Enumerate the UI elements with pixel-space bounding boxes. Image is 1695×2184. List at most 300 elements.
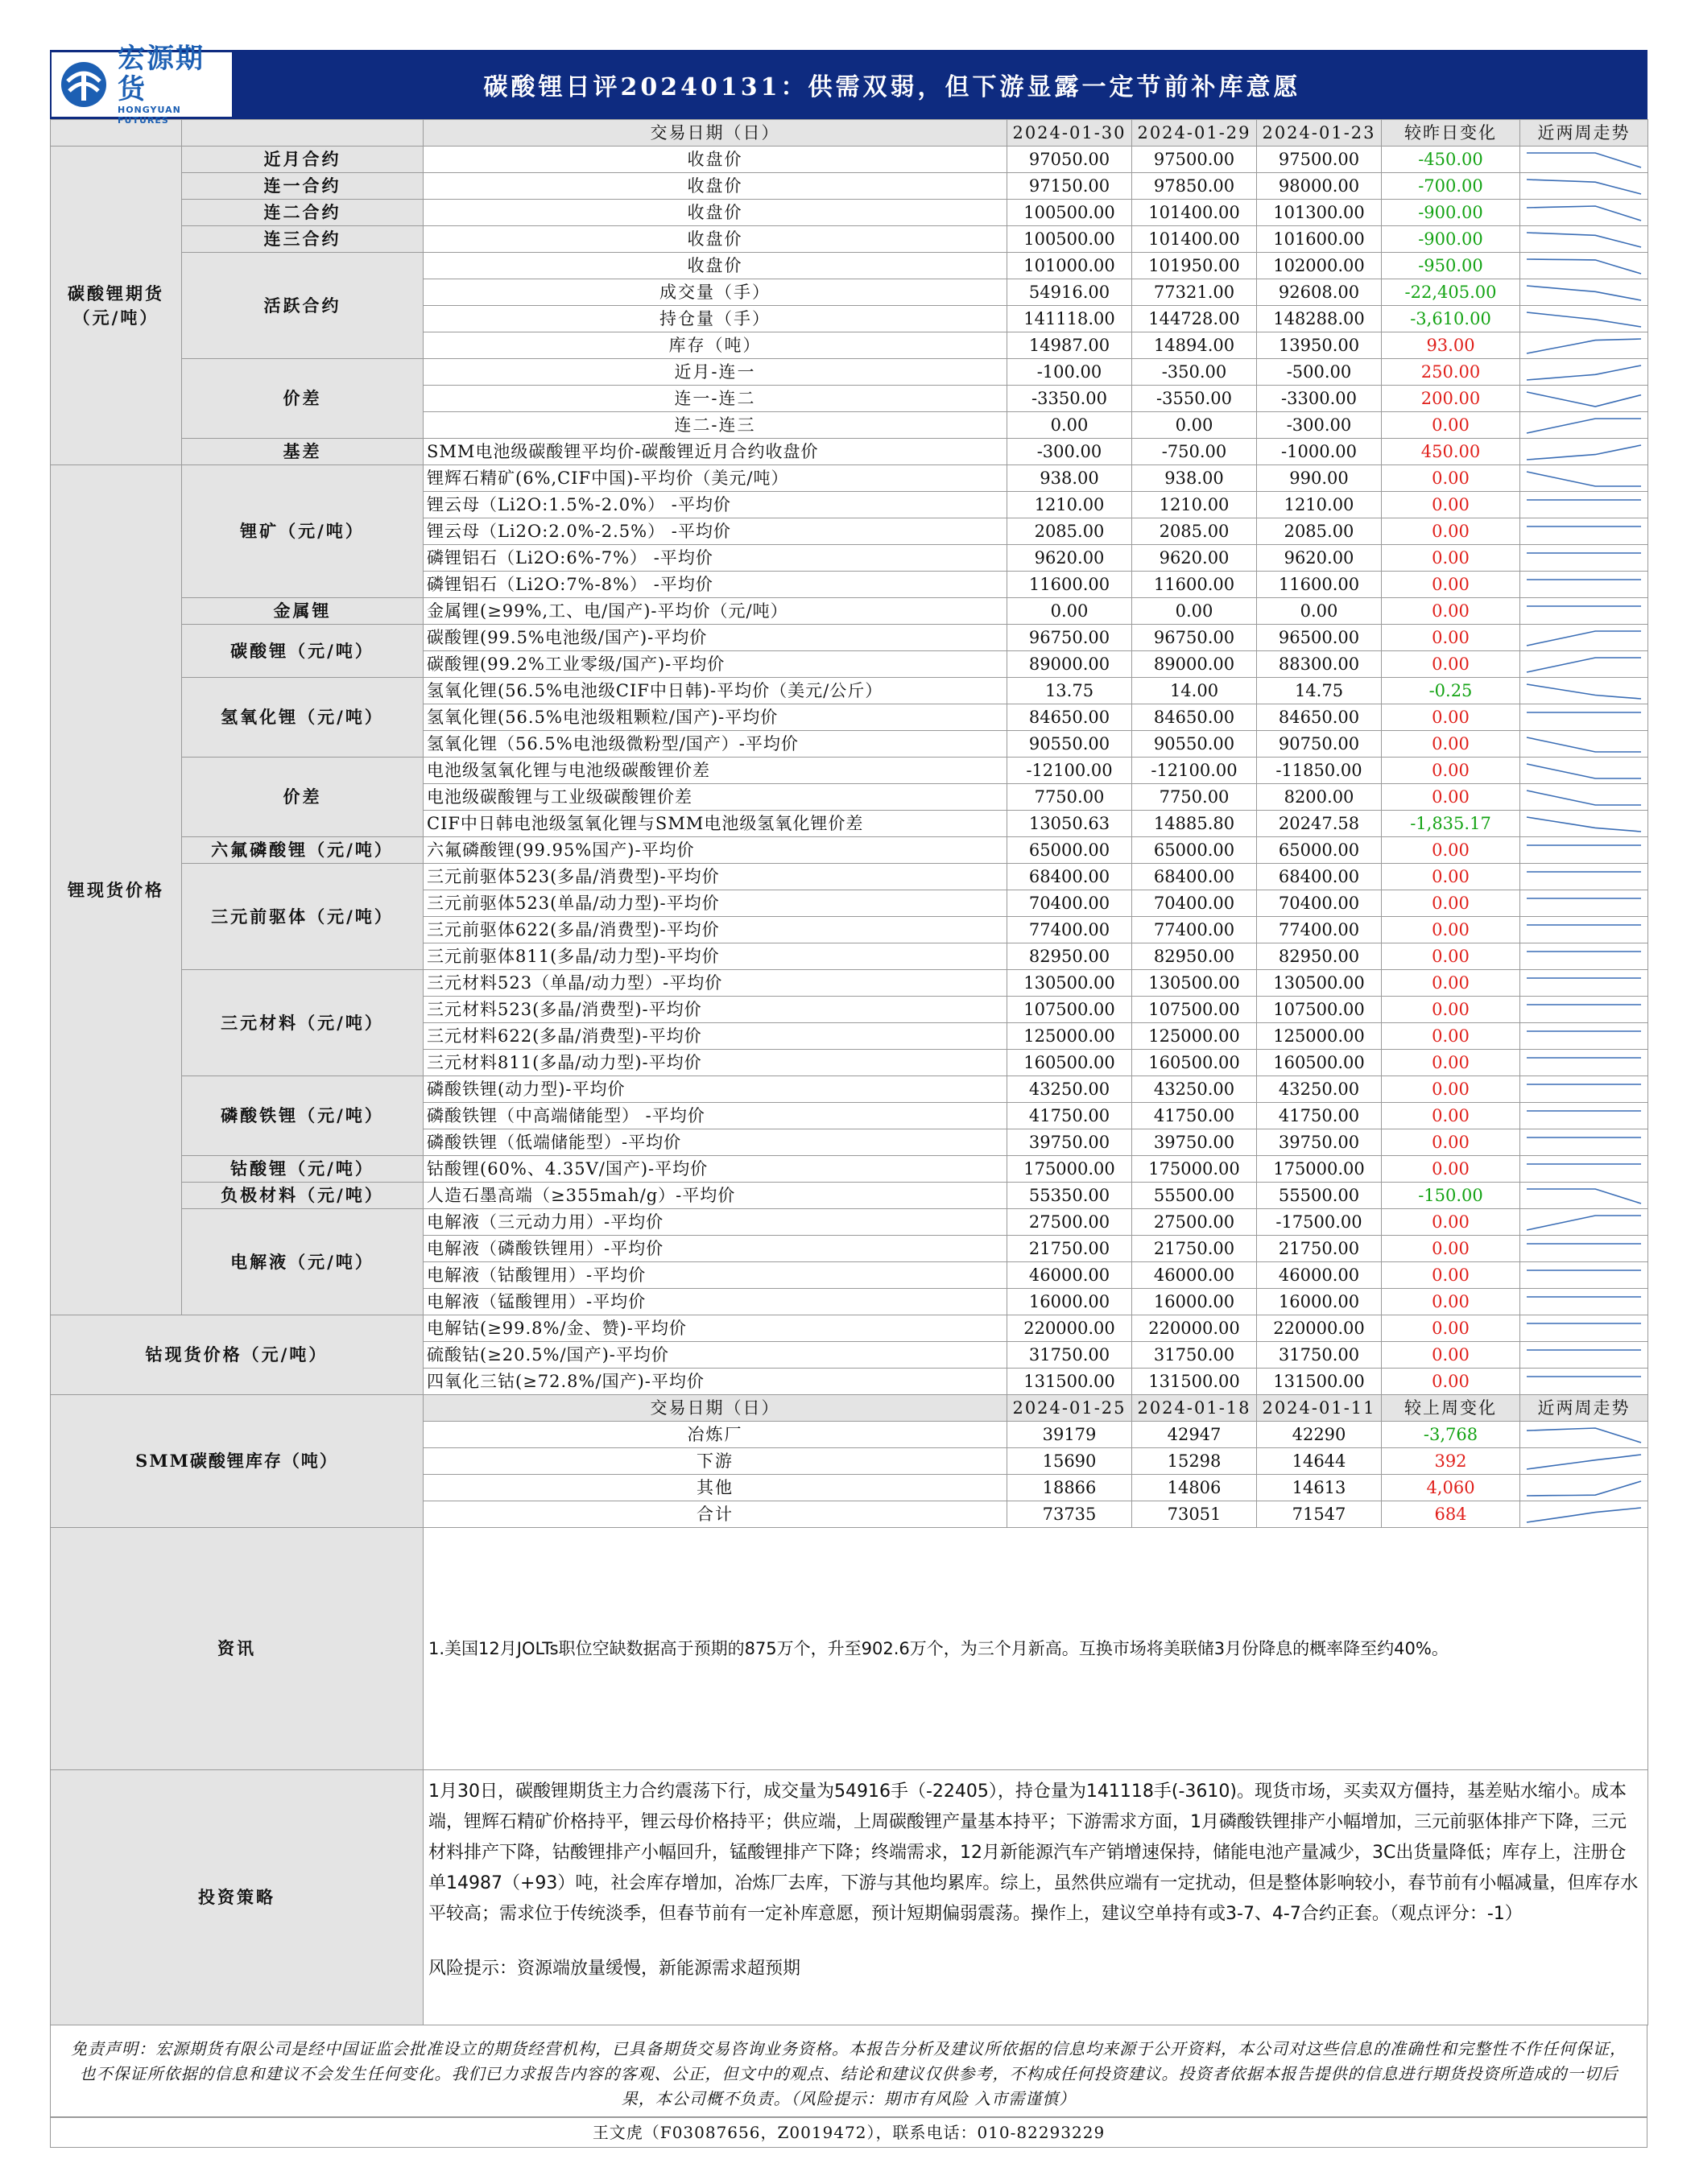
- item-name: 冶炼厂: [424, 1422, 1007, 1448]
- item-name: CIF中日韩电池级氢氧化锂与SMM电池级氢氧化锂价差: [424, 811, 1007, 837]
- value-d1: 15690: [1007, 1448, 1132, 1475]
- change-value: -1,835.17: [1382, 811, 1520, 837]
- sparkline-path: [1527, 392, 1641, 407]
- value-d2: 1210.00: [1132, 492, 1257, 518]
- sparkline-path: [1527, 233, 1641, 247]
- trend-sparkline: [1520, 1076, 1648, 1103]
- value-d2: 77400.00: [1132, 917, 1257, 943]
- value-d1: 13.75: [1007, 678, 1132, 704]
- value-d2: 130500.00: [1132, 970, 1257, 997]
- value-d1: 125000.00: [1007, 1023, 1132, 1050]
- value-d2: 101400.00: [1132, 200, 1257, 226]
- item-name: 电解液（钴酸锂用）-平均价: [424, 1262, 1007, 1289]
- subcategory-hydroxide: 氢氧化锂（元/吨）: [182, 678, 424, 758]
- sparkline-chart: [1523, 865, 1644, 888]
- sparkline-path: [1527, 1428, 1641, 1443]
- report-title: 碳酸锂日评20240131：供需双弱，但下游显露一定节前补库意愿: [483, 73, 1301, 101]
- date-header-1: 2024-01-25: [1007, 1395, 1132, 1422]
- trend-sparkline: [1520, 1289, 1648, 1315]
- value-d2: 97500.00: [1132, 147, 1257, 173]
- change-value: 93.00: [1382, 332, 1520, 359]
- value-d1: 96750.00: [1007, 625, 1132, 651]
- sparkline-path: [1527, 817, 1641, 832]
- sparkline-chart: [1523, 706, 1644, 729]
- item-name: 收盘价: [424, 253, 1007, 279]
- table-row: [51, 359, 1648, 386]
- change-value: 0.00: [1382, 1342, 1520, 1369]
- value-d1: 31750.00: [1007, 1342, 1132, 1369]
- value-d1: -12100.00: [1007, 758, 1132, 784]
- value-d2: 107500.00: [1132, 997, 1257, 1023]
- sparkline-chart: [1523, 281, 1644, 303]
- value-d3: 101600.00: [1257, 226, 1382, 253]
- change-value: 0.00: [1382, 492, 1520, 518]
- data-table: [50, 119, 1648, 2025]
- value-d3: 101300.00: [1257, 200, 1382, 226]
- change-value: -0.25: [1382, 678, 1520, 704]
- change-value: 0.00: [1382, 943, 1520, 970]
- sparkline-chart: [1523, 334, 1644, 357]
- sparkline-path: [1527, 737, 1641, 752]
- sparkline-chart: [1523, 972, 1644, 994]
- value-d1: 107500.00: [1007, 997, 1132, 1023]
- subcategory-precursor: 三元前驱体（元/吨）: [182, 864, 424, 970]
- strategy-content: [424, 1770, 1648, 2025]
- change-value: 0.00: [1382, 465, 1520, 492]
- trade-date-header: 交易日期（日）: [424, 1395, 1007, 1422]
- change-value: 0.00: [1382, 1076, 1520, 1103]
- sparkline-path: [1527, 312, 1641, 327]
- sparkline-chart: [1523, 998, 1644, 1021]
- value-d2: 43250.00: [1132, 1076, 1257, 1103]
- sparkline-chart: [1523, 573, 1644, 596]
- change-value: -3,768: [1382, 1422, 1520, 1448]
- sparkline-path: [1527, 1216, 1641, 1230]
- sparkline-chart: [1523, 254, 1644, 277]
- table-row: [51, 253, 1648, 279]
- trend-sparkline: [1520, 864, 1648, 890]
- trend-sparkline: [1520, 279, 1648, 306]
- value-d2: -750.00: [1132, 439, 1257, 465]
- trend-sparkline: [1520, 412, 1648, 439]
- table-row: [51, 465, 1648, 492]
- sparkline-path: [1527, 791, 1641, 805]
- value-d3: -1000.00: [1257, 439, 1382, 465]
- trend-sparkline: [1520, 545, 1648, 572]
- sparkline-chart: [1523, 1158, 1644, 1180]
- value-d3: 70400.00: [1257, 890, 1382, 917]
- trend-sparkline: [1520, 1050, 1648, 1076]
- date-header-1: 2024-01-30: [1007, 120, 1132, 147]
- value-d2: 15298: [1132, 1448, 1257, 1475]
- change-value: 0.00: [1382, 651, 1520, 678]
- trend-sparkline: [1520, 492, 1648, 518]
- value-d1: 938.00: [1007, 465, 1132, 492]
- subcategory: 基差: [182, 439, 424, 465]
- value-d3: 21750.00: [1257, 1236, 1382, 1262]
- sparkline-chart: [1523, 414, 1644, 436]
- value-d1: 175000.00: [1007, 1156, 1132, 1183]
- value-d1: 68400.00: [1007, 864, 1132, 890]
- sparkline-chart: [1523, 201, 1644, 224]
- value-d3: 125000.00: [1257, 1023, 1382, 1050]
- item-name: 硫酸钴(≥20.5%/国产)-平均价: [424, 1342, 1007, 1369]
- value-d3: 39750.00: [1257, 1129, 1382, 1156]
- item-name: 持仓量（手）: [424, 306, 1007, 332]
- item-name: 库存（吨）: [424, 332, 1007, 359]
- table-row: [51, 864, 1648, 890]
- change-value: 0.00: [1382, 412, 1520, 439]
- value-d3: 102000.00: [1257, 253, 1382, 279]
- sparkline-chart: [1523, 175, 1644, 197]
- sparkline-chart: [1523, 945, 1644, 968]
- sparkline-chart: [1523, 1131, 1644, 1154]
- date-header-3: 2024-01-23: [1257, 120, 1382, 147]
- value-d1: 160500.00: [1007, 1050, 1132, 1076]
- trend-sparkline: [1520, 1262, 1648, 1289]
- item-name: 锂云母（Li2O:1.5%-2.0%） -平均价: [424, 492, 1007, 518]
- change-value: 0.00: [1382, 970, 1520, 997]
- sparkline-path: [1527, 1508, 1641, 1522]
- value-d1: 97150.00: [1007, 173, 1132, 200]
- strategy-text: 1月30日，碳酸锂期货主力合约震荡下行，成交量为54916手（-22405），持仓量为141118手(-3610)。现货市场，买卖双方僵持，基差贴水缩小。成本端，锂辉石精矿价格持平，锂云母价格持平；供应端，上周碳酸锂产量基本持平；下游需求方面，1月磷酸铁锂排产小幅增加，三元前驱体排产下降，三元材料排产下降，钴酸锂排产小幅回升，锰酸锂排产下降；终端需求，12月新能源汽车产销增速保持，储能电池产量减少，3C出货量降低；库存上，注册仓单14987（+93）吨，社会库存增加，冶炼厂去库，下游与其他均累库。综上，虽然供应端有一定扰动，但是整体影响较小，春节前有小幅减量，但库存水平较高；需求位于传统淡季，但春节前有一定补库意愿，预计短期偏弱震荡。操作上，建议空单持有或3-7、4-7合约正套。（观点评分：-1）: [428, 1781, 1639, 1924]
- change-header: 较上周变化: [1382, 1395, 1520, 1422]
- trend-sparkline: [1520, 1422, 1648, 1448]
- change-value: 0.00: [1382, 997, 1520, 1023]
- subcategory: 近月合约: [182, 147, 424, 173]
- trend-sparkline: [1520, 917, 1648, 943]
- trend-sparkline: [1520, 1342, 1648, 1369]
- item-name: 连一-连二: [424, 386, 1007, 412]
- trend-sparkline: [1520, 465, 1648, 492]
- table-row: [51, 200, 1648, 226]
- sparkline-path: [1527, 153, 1641, 167]
- value-d2: 0.00: [1132, 598, 1257, 625]
- value-d1: 77400.00: [1007, 917, 1132, 943]
- news-text: 1.美国12月JOLTs职位空缺数据高于预期的875万个，升至902.6万个，为三个月新高。互换市场将美联储3月份降息的概率降至约40%。: [424, 1528, 1648, 1770]
- sparkline-path: [1527, 1189, 1641, 1203]
- value-d1: 13050.63: [1007, 811, 1132, 837]
- category-futures: 碳酸锂期货（元/吨）: [51, 147, 182, 465]
- trend-sparkline: [1520, 359, 1648, 386]
- item-name: 碳酸锂(99.2%工业零级/国产)-平均价: [424, 651, 1007, 678]
- strategy-label: 投资策略: [51, 1770, 424, 2025]
- value-d3: 55500.00: [1257, 1183, 1382, 1209]
- value-d3: 97500.00: [1257, 147, 1382, 173]
- table-row: [51, 970, 1648, 997]
- value-d2: 39750.00: [1132, 1129, 1257, 1156]
- trend-sparkline: [1520, 386, 1648, 412]
- value-d3: 65000.00: [1257, 837, 1382, 864]
- trend-sparkline: [1520, 332, 1648, 359]
- trend-sparkline: [1520, 1023, 1648, 1050]
- trend-sparkline: [1520, 970, 1648, 997]
- trend-sparkline: [1520, 572, 1648, 598]
- value-d3: 71547: [1257, 1501, 1382, 1528]
- value-d1: 0.00: [1007, 412, 1132, 439]
- value-d1: 65000.00: [1007, 837, 1132, 864]
- strategy-row: [51, 1770, 1648, 2025]
- table-header-row: [51, 120, 1648, 147]
- trend-sparkline: [1520, 1315, 1648, 1342]
- trade-date-header: 交易日期（日）: [424, 120, 1007, 147]
- item-name: 收盘价: [424, 226, 1007, 253]
- sparkline-chart: [1523, 679, 1644, 702]
- trend-sparkline: [1520, 1369, 1648, 1395]
- trend-sparkline: [1520, 1236, 1648, 1262]
- item-name: 磷酸铁锂（中高端储能型） -平均价: [424, 1103, 1007, 1129]
- value-d3: 46000.00: [1257, 1262, 1382, 1289]
- change-value: 0.00: [1382, 1369, 1520, 1395]
- item-name: 收盘价: [424, 147, 1007, 173]
- value-d3: -3300.00: [1257, 386, 1382, 412]
- value-d2: 46000.00: [1132, 1262, 1257, 1289]
- value-d3: 107500.00: [1257, 997, 1382, 1023]
- trend-sparkline: [1520, 837, 1648, 864]
- subcategory-ore: 锂矿（元/吨）: [182, 465, 424, 598]
- value-d2: 31750.00: [1132, 1342, 1257, 1369]
- sparkline-chart: [1523, 148, 1644, 171]
- value-d1: 73735: [1007, 1501, 1132, 1528]
- sparkline-chart: [1523, 467, 1644, 489]
- trend-sparkline: [1520, 306, 1648, 332]
- subcategory-lfp: 磷酸铁锂（元/吨）: [182, 1076, 424, 1156]
- change-value: 0.00: [1382, 1156, 1520, 1183]
- item-name: 连二-连三: [424, 412, 1007, 439]
- change-value: 0.00: [1382, 1315, 1520, 1342]
- value-d3: 148288.00: [1257, 306, 1382, 332]
- value-d2: -12100.00: [1132, 758, 1257, 784]
- table-row: [51, 1315, 1648, 1342]
- value-d3: 41750.00: [1257, 1103, 1382, 1129]
- sparkline-path: [1527, 764, 1641, 778]
- item-name: 三元材料811(多晶/动力型)-平均价: [424, 1050, 1007, 1076]
- item-name: 合计: [424, 1501, 1007, 1528]
- value-d3: 88300.00: [1257, 651, 1382, 678]
- value-d1: 90550.00: [1007, 731, 1132, 758]
- value-d3: 16000.00: [1257, 1289, 1382, 1315]
- value-d2: 160500.00: [1132, 1050, 1257, 1076]
- item-name: 三元前驱体523(单晶/动力型)-平均价: [424, 890, 1007, 917]
- sparkline-chart: [1523, 228, 1644, 250]
- sparkline-chart: [1523, 1503, 1644, 1525]
- value-d3: 92608.00: [1257, 279, 1382, 306]
- item-name: SMM电池级碳酸锂平均价-碳酸锂近月合约收盘价: [424, 439, 1007, 465]
- table-row: [51, 625, 1648, 651]
- change-value: 0.00: [1382, 784, 1520, 811]
- value-d1: 82950.00: [1007, 943, 1132, 970]
- item-name: 电池级氢氧化锂与电池级碳酸锂价差: [424, 758, 1007, 784]
- sparkline-path: [1527, 631, 1641, 646]
- change-value: 0.00: [1382, 518, 1520, 545]
- table-row: [51, 837, 1648, 864]
- subcategory-spread: 价差: [182, 758, 424, 837]
- sparkline-chart: [1523, 1344, 1644, 1366]
- value-d1: 16000.00: [1007, 1289, 1132, 1315]
- sparkline-chart: [1523, 1104, 1644, 1127]
- trend-sparkline: [1520, 997, 1648, 1023]
- change-value: 0.00: [1382, 545, 1520, 572]
- trend-sparkline: [1520, 1448, 1648, 1475]
- value-d2: -350.00: [1132, 359, 1257, 386]
- value-d3: 31750.00: [1257, 1342, 1382, 1369]
- value-d3: 131500.00: [1257, 1369, 1382, 1395]
- sparkline-chart: [1523, 361, 1644, 383]
- value-d2: 73051: [1132, 1501, 1257, 1528]
- trend-sparkline: [1520, 1183, 1648, 1209]
- value-d1: 141118.00: [1007, 306, 1132, 332]
- value-d1: 39750.00: [1007, 1129, 1132, 1156]
- value-d2: 42947: [1132, 1422, 1257, 1448]
- sparkline-chart: [1523, 1370, 1644, 1393]
- value-d3: 68400.00: [1257, 864, 1382, 890]
- change-value: 0.00: [1382, 917, 1520, 943]
- value-d1: 100500.00: [1007, 226, 1132, 253]
- item-name: 磷锂铝石（Li2O:7%-8%） -平均价: [424, 572, 1007, 598]
- item-name: 四氧化三钴(≥72.8%/国产)-平均价: [424, 1369, 1007, 1395]
- table-row: [51, 173, 1648, 200]
- value-d1: 54916.00: [1007, 279, 1132, 306]
- value-d3: 130500.00: [1257, 970, 1382, 997]
- trend-sparkline: [1520, 1475, 1648, 1501]
- value-d1: -100.00: [1007, 359, 1132, 386]
- value-d3: 82950.00: [1257, 943, 1382, 970]
- trend-sparkline: [1520, 226, 1648, 253]
- value-d2: 65000.00: [1132, 837, 1257, 864]
- value-d2: 14885.80: [1132, 811, 1257, 837]
- value-d3: 42290: [1257, 1422, 1382, 1448]
- trend-sparkline: [1520, 518, 1648, 545]
- sparkline-path: [1527, 206, 1641, 221]
- category-cobalt: 钴现货价格（元/吨）: [51, 1315, 424, 1395]
- value-d1: 27500.00: [1007, 1209, 1132, 1236]
- value-d2: 27500.00: [1132, 1209, 1257, 1236]
- sparkline-chart: [1523, 520, 1644, 543]
- value-d3: 160500.00: [1257, 1050, 1382, 1076]
- change-value: 450.00: [1382, 439, 1520, 465]
- sparkline-path: [1527, 658, 1641, 672]
- value-d1: 41750.00: [1007, 1103, 1132, 1129]
- sparkline-chart: [1523, 919, 1644, 941]
- sparkline-path: [1527, 472, 1641, 486]
- value-d2: 938.00: [1132, 465, 1257, 492]
- trend-sparkline: [1520, 758, 1648, 784]
- value-d1: 101000.00: [1007, 253, 1132, 279]
- trend-sparkline: [1520, 1103, 1648, 1129]
- subcategory: 活跃合约: [182, 253, 424, 359]
- value-d3: 8200.00: [1257, 784, 1382, 811]
- item-name: 三元材料523（单晶/动力型）-平均价: [424, 970, 1007, 997]
- subcategory-lipf6: 六氟磷酸锂（元/吨）: [182, 837, 424, 864]
- item-name: 电解液（锰酸锂用）-平均价: [424, 1289, 1007, 1315]
- value-d2: 9620.00: [1132, 545, 1257, 572]
- item-name: 磷酸铁锂（低端储能型）-平均价: [424, 1129, 1007, 1156]
- sparkline-path: [1527, 365, 1641, 380]
- sparkline-path: [1527, 259, 1641, 274]
- value-d2: 0.00: [1132, 412, 1257, 439]
- table-row: [51, 678, 1648, 704]
- value-d1: 43250.00: [1007, 1076, 1132, 1103]
- value-d2: 96750.00: [1132, 625, 1257, 651]
- logo-icon: [58, 59, 110, 110]
- trend-sparkline: [1520, 598, 1648, 625]
- value-d3: -500.00: [1257, 359, 1382, 386]
- value-d2: 84650.00: [1132, 704, 1257, 731]
- trend-sparkline: [1520, 1129, 1648, 1156]
- sparkline-chart: [1523, 812, 1644, 835]
- sparkline-path: [1527, 180, 1641, 194]
- change-value: -150.00: [1382, 1183, 1520, 1209]
- value-d3: 175000.00: [1257, 1156, 1382, 1183]
- trend-sparkline: [1520, 173, 1648, 200]
- item-name: 其他: [424, 1475, 1007, 1501]
- value-d3: 84650.00: [1257, 704, 1382, 731]
- sparkline-chart: [1523, 1317, 1644, 1340]
- change-value: -3,610.00: [1382, 306, 1520, 332]
- value-d1: 21750.00: [1007, 1236, 1132, 1262]
- sparkline-chart: [1523, 308, 1644, 330]
- trend-sparkline: [1520, 147, 1648, 173]
- change-value: 0.00: [1382, 598, 1520, 625]
- change-value: 0.00: [1382, 1236, 1520, 1262]
- value-d1: 18866: [1007, 1475, 1132, 1501]
- value-d2: 14.00: [1132, 678, 1257, 704]
- value-d1: 11600.00: [1007, 572, 1132, 598]
- sparkline-chart: [1523, 1450, 1644, 1472]
- report-header: [50, 43, 1647, 126]
- value-d1: 9620.00: [1007, 545, 1132, 572]
- sparkline-chart: [1523, 653, 1644, 675]
- logo-text-cn: 宏源期货: [118, 43, 205, 105]
- trend-header: 近两周走势: [1520, 120, 1648, 147]
- date-header-2: 2024-01-18: [1132, 1395, 1257, 1422]
- value-d1: 89000.00: [1007, 651, 1132, 678]
- value-d2: 7750.00: [1132, 784, 1257, 811]
- value-d1: 1210.00: [1007, 492, 1132, 518]
- value-d3: 20247.58: [1257, 811, 1382, 837]
- value-d2: 2085.00: [1132, 518, 1257, 545]
- sparkline-chart: [1523, 1476, 1644, 1499]
- value-d3: 77400.00: [1257, 917, 1382, 943]
- item-name: 电解液（三元动力用）-平均价: [424, 1209, 1007, 1236]
- subcategory: 价差: [182, 359, 424, 439]
- inventory-header-row: [51, 1395, 1648, 1422]
- item-name: 氢氧化锂(56.5%电池级粗颗粒/国产)-平均价: [424, 704, 1007, 731]
- sparkline-chart: [1523, 1290, 1644, 1313]
- logo-text-en: HONGYUAN FUTURES: [118, 105, 181, 126]
- item-name: 三元前驱体622(多晶/消费型)-平均价: [424, 917, 1007, 943]
- item-name: 人造石墨高端（≥355mah/g）-平均价: [424, 1183, 1007, 1209]
- change-value: 0.00: [1382, 758, 1520, 784]
- trend-header: 近两周走势: [1520, 1395, 1648, 1422]
- value-d1: 46000.00: [1007, 1262, 1132, 1289]
- sparkline-chart: [1523, 547, 1644, 569]
- table-row: [51, 1076, 1648, 1103]
- subcategory-carbonate: 碳酸锂（元/吨）: [182, 625, 424, 678]
- trend-sparkline: [1520, 253, 1648, 279]
- item-name: 锂云母（Li2O:2.0%-2.5%） -平均价: [424, 518, 1007, 545]
- item-name: 下游: [424, 1448, 1007, 1475]
- value-d1: 131500.00: [1007, 1369, 1132, 1395]
- sparkline-path: [1527, 684, 1641, 699]
- value-d3: 9620.00: [1257, 545, 1382, 572]
- value-d2: 77321.00: [1132, 279, 1257, 306]
- trend-sparkline: [1520, 943, 1648, 970]
- change-value: -950.00: [1382, 253, 1520, 279]
- subcategory-electrolyte: 电解液（元/吨）: [182, 1209, 424, 1315]
- value-d2: 175000.00: [1132, 1156, 1257, 1183]
- value-d1: 55350.00: [1007, 1183, 1132, 1209]
